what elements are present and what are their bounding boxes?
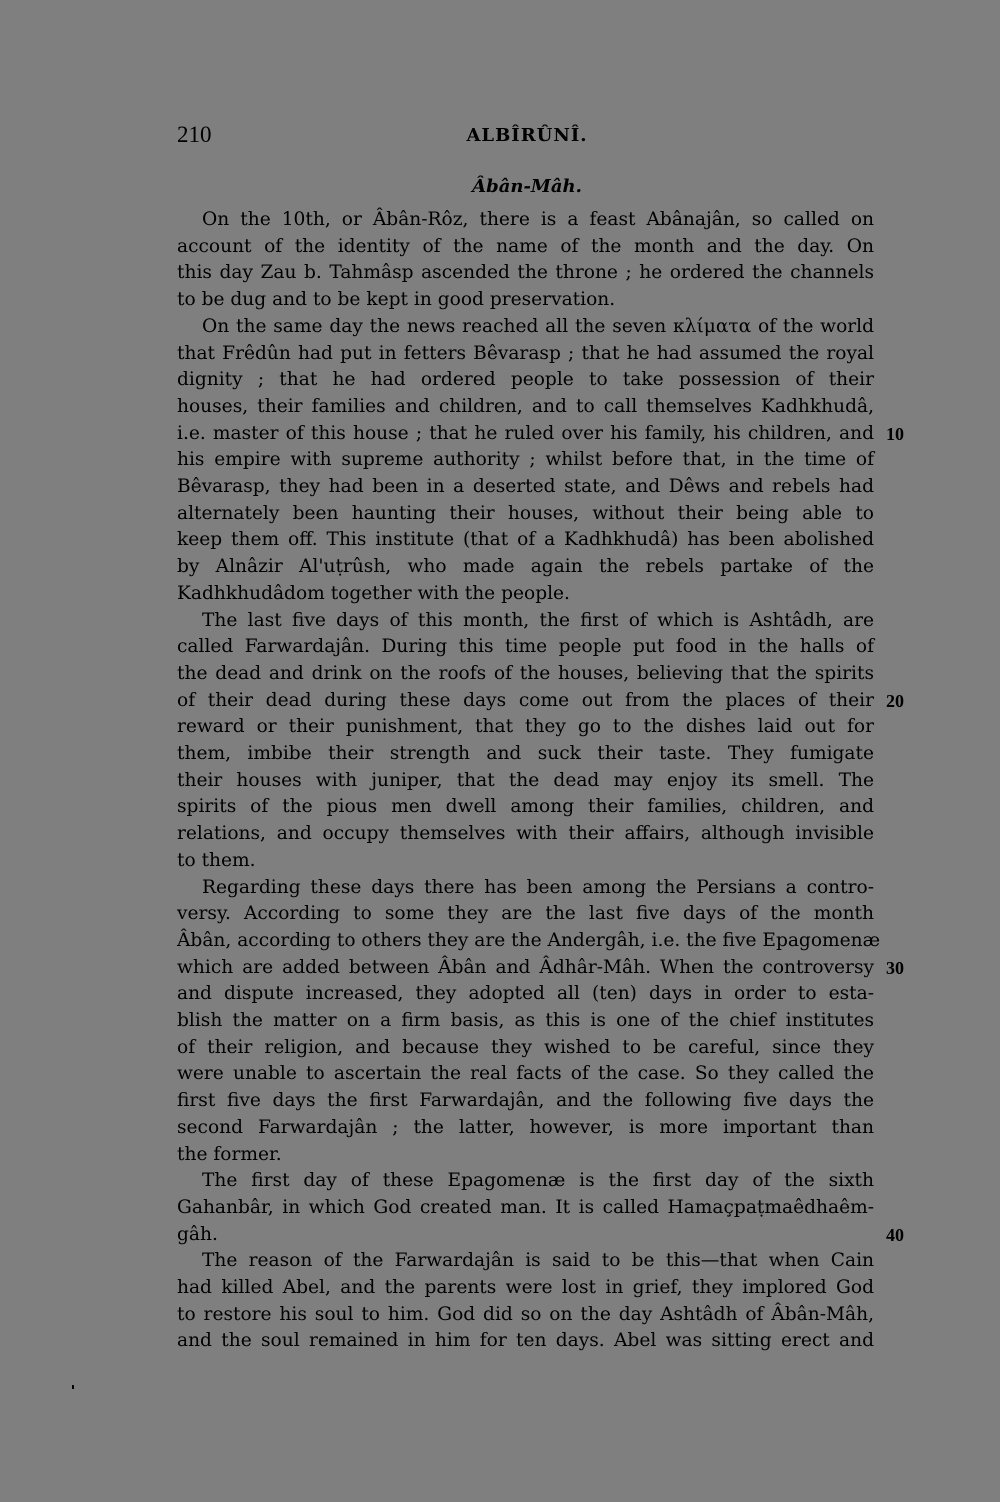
text-line: which are added between Âbân and Âdhâr-Mâh. When the controversy <box>177 956 874 978</box>
text-line: gâh. <box>177 1223 218 1245</box>
margin-line-number: 30 <box>886 957 904 978</box>
text-line: his empire with supreme authority ; whilst before that, in the time of <box>177 449 874 471</box>
text-line: dignity ; that he had ordered people to take possession of their <box>177 369 874 391</box>
page-header <box>177 122 877 152</box>
text-line: to them. <box>177 849 256 871</box>
text-line: Regarding these days there has been among the Persians a contro- <box>202 876 874 898</box>
text-line: account of the identity of the name of the month and the day. On <box>177 235 874 257</box>
text-line: their houses with juniper, that the dead may enjoy its smell. The <box>177 769 874 791</box>
text-line: second Farwardajân ; the latter, however, is more important than <box>177 1116 874 1138</box>
text-line: that Frêdûn had put in fetters Bêvarasp ; that he had assumed the royal <box>177 342 874 364</box>
text-line: versy. According to some they are the last five days of the month <box>177 903 874 925</box>
text-line: relations, and occupy themselves with their affairs, although invisible <box>177 823 874 845</box>
text-line: The reason of the Farwardajân is said to be this—that when Cain <box>202 1250 874 1272</box>
margin-line-number: 10 <box>886 423 904 444</box>
text-line: keep them off. This institute (that of a Kadhkhudâ) has been abolished <box>177 529 874 551</box>
text-line: Âbân, according to others they are the Andergâh, i.e. the five Epagomenæ <box>177 929 881 951</box>
text-line: The last five days of this month, the first of which is Ashtâdh, are <box>202 609 874 631</box>
section-title: Âbân-Mâh. <box>472 176 582 197</box>
text-line: to restore his soul to him. God did so on the day Ashtâdh of Âbân-Mâh, <box>177 1303 874 1325</box>
text-line: reward or their punishment, that they go to the dishes laid out for <box>177 716 874 738</box>
margin-line-number: 20 <box>886 690 904 711</box>
text-line: i.e. master of this house ; that he ruled over his family, his children, and <box>177 422 874 444</box>
text-line: of their religion, and because they wished to be careful, since they <box>177 1036 874 1058</box>
margin-line-number: 40 <box>886 1224 904 1245</box>
text-line: Kadhkhudâdom together with the people. <box>177 582 570 604</box>
text-line: had killed Abel, and the parents were lost in grief, they implored God <box>177 1277 874 1298</box>
text-line: called Farwardajân. During this time people put food in the halls of <box>177 636 874 658</box>
text-line: Gahanbâr, in which God created man. It is called Hamaçpaṭmaêdhaêm- <box>177 1196 874 1218</box>
text-line: The first day of these Epagomenæ is the first day of the sixth <box>202 1170 874 1192</box>
text-line: On the same day the news reached all the seven κλίματα of the world <box>202 315 874 337</box>
text-line: them, imbibe their strength and suck their taste. They fumigate <box>177 743 874 764</box>
text-line: were unable to ascertain the real facts of the case. So they called the <box>177 1063 874 1085</box>
text-line: spirits of the pious men dwell among their families, children, and <box>177 796 874 818</box>
text-line: and dispute increased, they adopted all (ten) days in order to esta- <box>177 983 874 1005</box>
text-line: alternately been haunting their houses, without their being able to <box>177 502 874 524</box>
text-line: first five days the first Farwardajân, and the following five days the <box>177 1090 874 1112</box>
text-line: blish the matter on a firm basis, as this is one of the chief institutes <box>177 1010 874 1031</box>
text-line: of their dead during these days come out from the places of their <box>177 689 874 711</box>
text-line: by Alnâzir Al'uṭrûsh, who made again the rebels partake of the <box>177 556 874 578</box>
text-line: the dead and drink on the roofs of the houses, believing that the spirits <box>177 662 874 684</box>
running-head: ALBÎRÛNÎ. <box>466 125 588 146</box>
text-line: to be dug and to be kept in good preservation. <box>177 289 616 311</box>
text-line: this day Zau b. Tahmâsp ascended the throne ; he ordered the channels <box>177 262 874 284</box>
text-line: houses, their families and children, and to call themselves Kadhkhudâ, <box>177 395 874 417</box>
text-line: Bêvarasp, they had been in a deserted state, and Dêws and rebels had <box>177 476 874 497</box>
page-number: 210 <box>177 122 212 147</box>
stray-mark <box>72 1385 74 1389</box>
text-line: On the 10th, or Âbân-Rôz, there is a feast Abânajân, so called on <box>202 209 874 230</box>
text-line: and the soul remained in him for ten days. Abel was sitting erect and <box>177 1330 874 1352</box>
text-line: the former. <box>177 1143 282 1165</box>
